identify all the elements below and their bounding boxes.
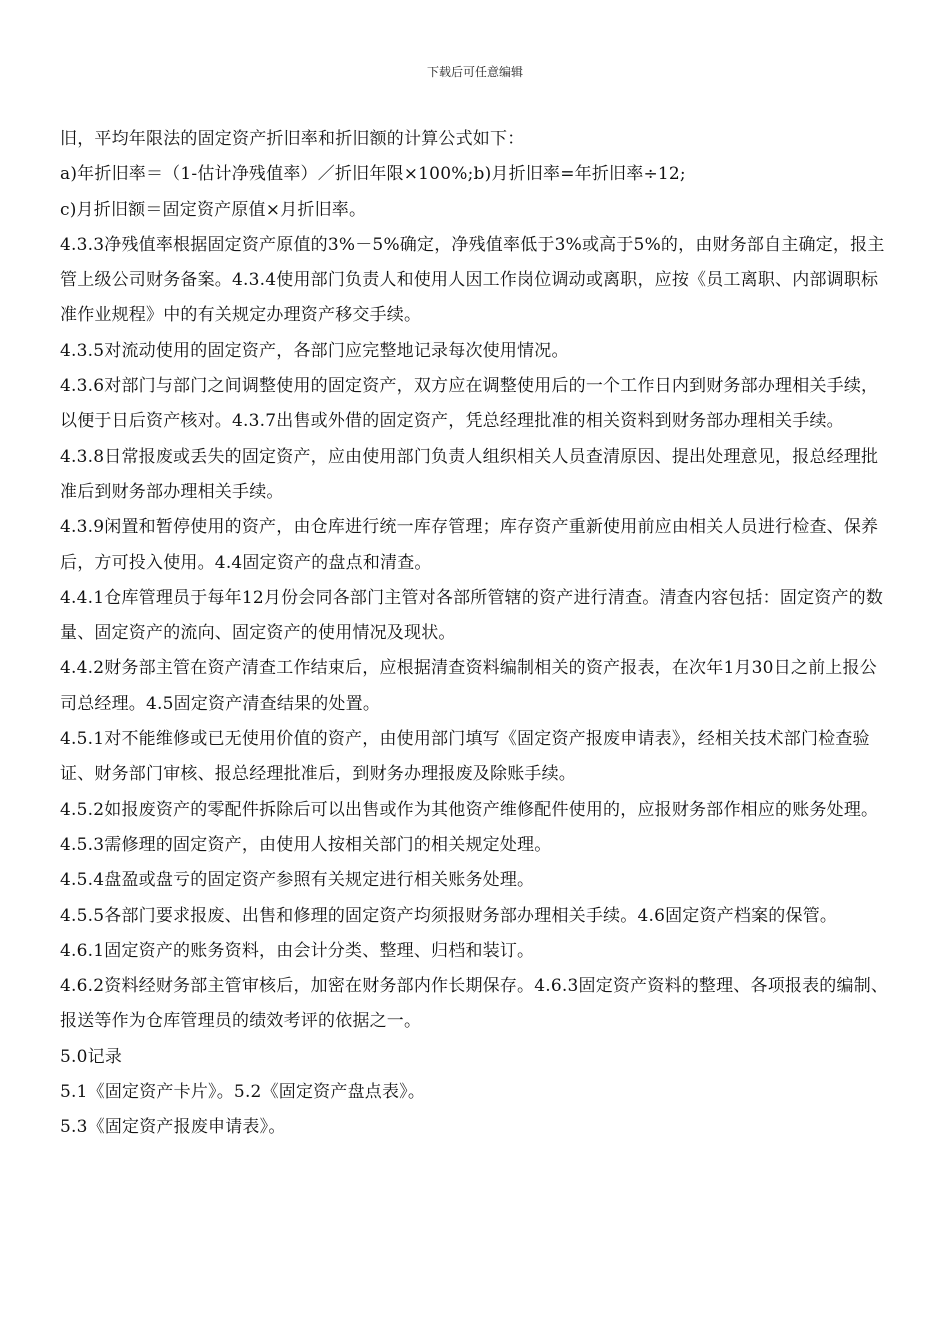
paragraph: 4.3.5对流动使用的固定资产，各部门应完整地记录每次使用情况。 [60,340,569,361]
paragraph: 5.1《固定资产卡片》。5.2《固定资产盘点表》。 [60,1082,426,1103]
paragraph: c)月折旧额＝固定资产原值×月折旧率。 [60,199,367,220]
paragraph: 5.3《固定资产报废申请表》。 [60,1117,286,1138]
paragraph: 4.5.1对不能维修或已无使用价值的资产，由使用部门填写《固定资产报废申请表》，经相关技术部门检查验证、财务部门审核、报总经理批准后，到财务办理报废及除账手续。 [60,729,870,785]
paragraph: 4.4.1仓库管理员于每年12月份会同各部门主管对各部所管辖的资产进行清查。清查内容包括：固定资产的数量、固定资产的流向、固定资产的使用情况及现状。 [60,587,884,644]
paragraph: 4.3.9闲置和暂停使用的资产，由仓库进行统一库存管理；库存资产重新使用前应由相关人员进行检查、保养后，方可投入使用。4.4固定资产的盘点和清查。 [60,517,879,573]
paragraph: 4.3.3净残值率根据固定资产原值的3%－5%确定，净残值率低于3%或高于5%的，由财务部自主确定，报主管上级公司财务备案。4.3.4使用部门负责人和使用人因工作岗位调动或离职，应按《员工离职、内部调职标准作业规程》中的有关规定办理资产移交手续。 [60,234,885,326]
paragraph: 4.5.5各部门要求报废、出售和修理的固定资产均须报财务部办理相关手续。4.6固定资产档案的保管。 [60,905,838,926]
document-body [60,122,892,1146]
paragraph: 4.6.2资料经财务部主管审核后，加密在财务部内作长期保存。4.6.3固定资产资料的整理、各项报表的编制、报送等作为仓库管理员的绩效考评的依据之一。 [60,976,889,1032]
paragraph: 旧，平均年限法的固定资产折旧率和折旧额的计算公式如下： [60,129,525,149]
paragraph: 4.3.6对部门与部门之间调整使用的固定资产，双方应在调整使用后的一个工作日内到财务部办理相关手续，以便于日后资产核对。4.3.7出售或外借的固定资产，凭总经理批准的相关资料到财务部办理相关手续。 [60,376,879,432]
paragraph: a)年折旧率＝（1-估计净残值率）／折旧年限×100%;b)月折旧率=年折旧率÷12; [60,164,686,185]
page-header: 下载后可任意编辑 [426,65,523,79]
paragraph: 4.5.2如报废资产的零配件拆除后可以出售或作为其他资产维修配件使用的，应报财务部作相应的账务处理。4.5.3需修理的固定资产，由使用人按相关部门的相关规定处理。 [60,799,879,855]
paragraph: 4.3.8日常报废或丢失的固定资产，应由使用部门负责人组织相关人员查清原因、提出处理意见，报总经理批准后到财务部办理相关手续。 [60,446,879,502]
paragraph: 4.6.1固定资产的账务资料，由会计分类、整理、归档和装订。 [60,940,535,961]
paragraph: 4.4.2财务部主管在资产清查工作结束后，应根据清查资料编制相关的资产报表，在次年1月30日之前上报公司总经理。4.5固定资产清查结果的处置。 [60,658,877,714]
section-heading: 5.0记录 [60,1046,123,1067]
paragraph: 4.5.4盘盈或盘亏的固定资产参照有关规定进行相关账务处理。 [60,870,535,891]
